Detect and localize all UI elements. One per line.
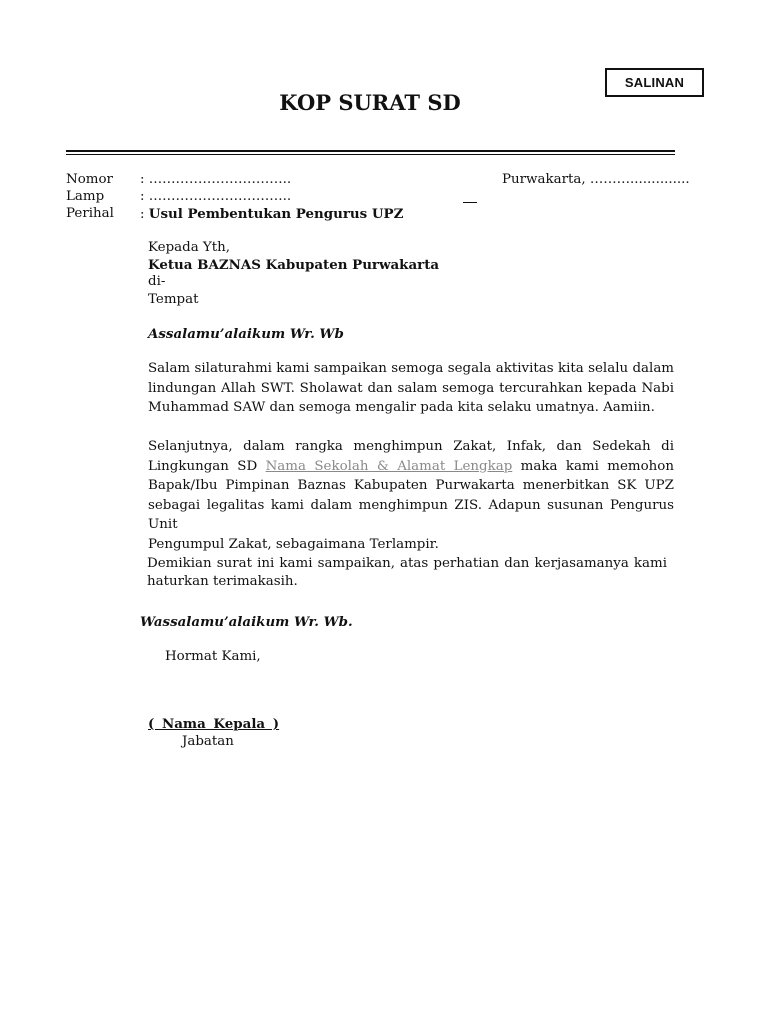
paragraph-request-line: Selanjutnya, dalam rangka menghimpun Zakat, Infak, dan Sedekah di [148, 439, 674, 454]
regards-text: Hormat Kami, [165, 649, 261, 664]
signer-name: ( Nama Kepala ) [148, 716, 280, 732]
perihal-colon: : [140, 207, 149, 222]
place-date: Purwakarta, ……….............. [502, 172, 690, 187]
lamp-value: : ………………………….. [140, 189, 292, 204]
salinan-stamp: SALINAN [605, 68, 704, 97]
letterhead-rule-thick [66, 150, 675, 152]
paragraph-intro [148, 359, 674, 418]
paragraph-request-line-link [148, 457, 674, 477]
paragraph-request [148, 437, 674, 554]
recipient-line-2: Ketua BAZNAS Kabupaten Purwakarta [148, 257, 440, 273]
paragraph-closing [147, 555, 667, 590]
paragraph-intro-line: Muhammad SAW dan semoga mengalir pada kita selaku umatnya. Aamiin. [148, 400, 655, 415]
letterhead-title: KOP SURAT SD [279, 90, 461, 115]
signer-position: Jabatan [182, 734, 234, 749]
letterhead-rule-thin [66, 154, 675, 155]
opening-greeting: Assalamu’alaikum Wr. Wb [148, 326, 344, 342]
nomor-label: Nomor [66, 172, 113, 187]
paragraph-intro-line: lindungan Allah SWT. Sholawat dan salam semoga tercurahkan kepada Nabi [148, 380, 674, 396]
perihal-value: Usul Pembentukan Pengurus UPZ [148, 206, 404, 222]
nomor-value: : ………………………….. [140, 172, 292, 187]
paragraph-request-text: maka kami memohon [512, 458, 674, 474]
paragraph-intro-line: Salam silaturahmi kami sampaikan semoga segala aktivitas kita selalu dalam [148, 361, 674, 376]
school-name-placeholder: Nama Sekolah & Alamat Lengkap [265, 458, 513, 474]
paragraph-request-line: sebagai legalitas kami dalam menghimpun ZIS. Adapun susunan Pengurus Unit [148, 497, 674, 532]
paragraph-closing-line: haturkan terimakasih. [147, 573, 298, 589]
paragraph-request-line: Bapak/Ibu Pimpinan Baznas Kabupaten Purwakarta menerbitkan SK UPZ [148, 478, 674, 493]
paragraph-request-text: Lingkungan SD [148, 458, 266, 474]
closing-salutation: Wassalamu’alaikum Wr. Wb. [140, 614, 353, 630]
recipient-line-4: Tempat [148, 292, 199, 307]
recipient-line-1: Kepada Yth, [148, 240, 231, 255]
paragraph-closing-line: Demikian surat ini kami sampaikan, atas perhatian dan kerjasamanya kami [147, 556, 667, 571]
lamp-label: Lamp [66, 189, 105, 204]
paragraph-request-line: Pengumpul Zakat, sebagaimana Terlampir. [148, 536, 439, 552]
perihal-row [140, 206, 403, 222]
recipient-line-3: di- [148, 274, 166, 289]
perihal-label: Perihal [66, 206, 114, 221]
date-underline-mark [463, 202, 477, 203]
